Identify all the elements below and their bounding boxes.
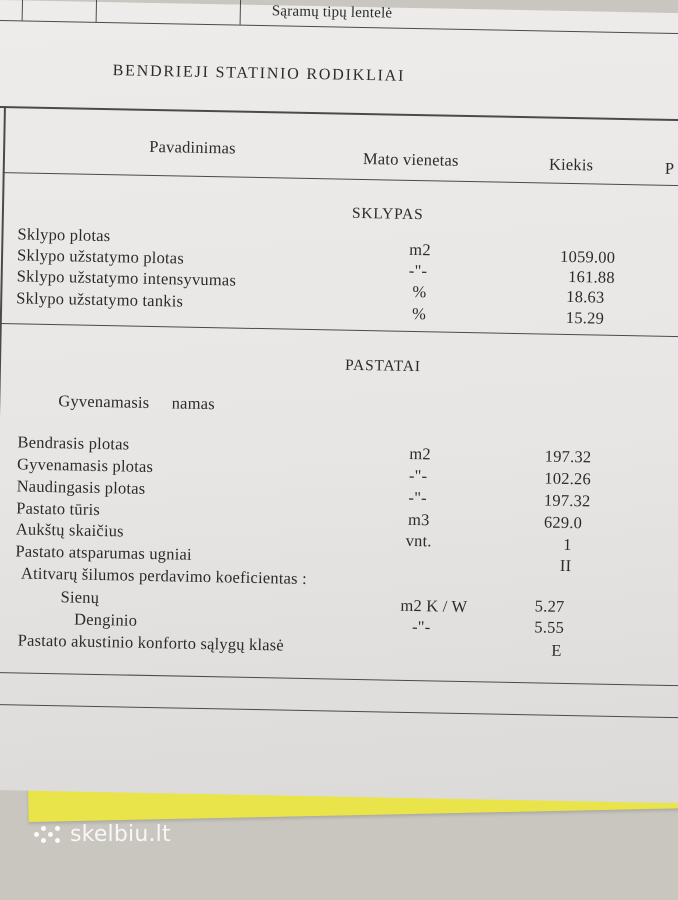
plot-row-name: Sklypo užstatymo tankis: [16, 288, 184, 311]
plot-row-unit: %: [412, 281, 427, 302]
column-header-name: Pavadinimas: [149, 136, 236, 158]
column-header-quantity: Kiekis: [548, 154, 594, 175]
building-row-name: Naudingasis plotas: [16, 476, 146, 498]
plot-row-name: Sklypo užstatymo plotas: [16, 245, 185, 268]
column-header-cut: P: [664, 158, 675, 178]
building-row-value: 5.27: [534, 596, 565, 616]
top-caption: Sąramų tipų lentelė: [271, 3, 393, 22]
building-row-name: Bendrasis plotas: [17, 432, 130, 454]
building-row-unit: m2: [409, 443, 432, 464]
building-row-value: 102.26: [544, 468, 592, 489]
site-watermark: [34, 822, 171, 847]
building-row-name: Denginio: [73, 609, 138, 630]
column-header-unit: Mato vienetas: [362, 149, 459, 170]
plot-row-unit: m2: [409, 239, 431, 260]
table-bottom-rule-2: [0, 704, 678, 719]
plot-row-name: Sklypo užstatymo intensyvumas: [16, 266, 237, 290]
top-divider-right: [240, 0, 242, 25]
plot-row-value: 15.29: [565, 307, 605, 328]
plot-row-value: 161.88: [568, 266, 615, 287]
building-row-unit: m2 K / W: [400, 595, 468, 617]
table-left-border: [0, 106, 5, 806]
top-divider-left: [22, 0, 24, 20]
table-top-rule: [0, 106, 678, 121]
plot-row-value: 1059.00: [559, 246, 616, 267]
top-divider-mid: [96, 0, 98, 22]
building-row-unit: -"-: [411, 617, 431, 637]
building-row-name: Gyvenamasis plotas: [16, 454, 154, 477]
building-row-name: Aukštų skaičius: [15, 519, 124, 541]
building-row-unit: vnt.: [405, 530, 432, 551]
table-bottom-rule: [0, 672, 678, 687]
building-row-value: E: [551, 640, 562, 660]
building-row-unit: m3: [407, 509, 430, 530]
building-row-unit: -"-: [408, 465, 428, 486]
building-row-name: Pastato akustinio konforto sąlygų klasė: [17, 630, 285, 655]
building-row-value: 197.32: [543, 490, 591, 511]
section-title-plot: SKLYPAS: [351, 204, 424, 224]
building-row-name: Sienų: [60, 587, 100, 608]
building-row-value: 629.0: [543, 512, 583, 533]
building-row-value: 1: [563, 534, 572, 555]
plot-row-unit: -"-: [408, 260, 428, 281]
building-row-unit: -"-: [408, 487, 428, 508]
plot-row-unit: %: [411, 303, 427, 324]
watermark-text: skelbiu.lt: [70, 822, 171, 847]
building-row-value: 5.55: [534, 617, 565, 637]
subsection-title: Gyvenamasis namas: [58, 391, 216, 414]
top-rule: [0, 20, 678, 35]
building-row-name: Pastato tūris: [16, 498, 101, 520]
plot-row-value: 18.63: [566, 286, 605, 307]
logo-dots-icon: [34, 826, 64, 844]
building-row-value: 197.32: [544, 446, 592, 467]
building-row-name: Atitvarų šilumos perdavimo koeficientas :: [20, 563, 308, 588]
page-title: BENDRIEJI STATINIO RODIKLIAI: [112, 62, 406, 85]
building-row-name: Pastato atsparumas ugniai: [15, 541, 192, 564]
section-title-buildings: PASTATAI: [344, 356, 421, 376]
building-row-value: II: [559, 555, 572, 576]
plot-row-name: Sklypo plotas: [17, 224, 111, 246]
